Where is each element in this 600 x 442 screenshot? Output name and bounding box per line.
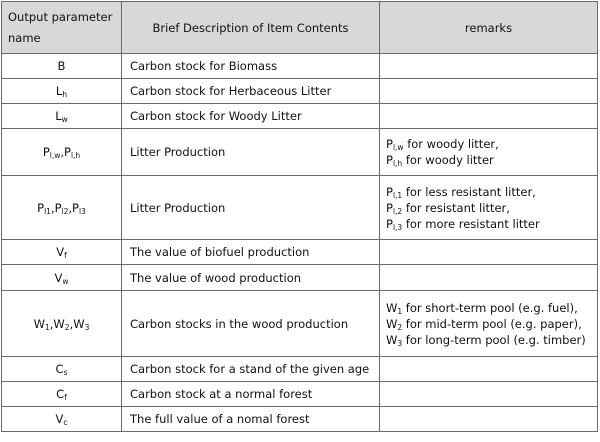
table-row (2, 357, 598, 382)
table-row (2, 129, 598, 176)
table-row (2, 291, 598, 357)
description-cell: The value of biofuel production (122, 240, 380, 265)
description-cell: Carbon stock for Biomass (122, 54, 380, 79)
symbol-cell: $P_{l,w},P_{l,h}$ (2, 129, 122, 176)
symbol-cell: $V_w$ (2, 265, 122, 291)
parameter-table (1, 1, 598, 432)
description-cell: Litter Production (122, 176, 380, 240)
description-cell: Carbon stock for Woody Litter (122, 104, 380, 129)
description-cell: The value of wood production (122, 265, 380, 291)
remarks-cell (380, 104, 598, 129)
table-row (2, 382, 598, 407)
description-cell: Litter Production (122, 129, 380, 176)
table-row (2, 265, 598, 291)
header-brief-description: Brief Description of Item Contents (122, 2, 380, 54)
remarks-cell (380, 265, 598, 291)
symbol-cell: $C_s$ (2, 357, 122, 382)
remarks-cell (380, 54, 598, 79)
description-cell: Carbon stock for Herbaceous Litter (122, 79, 380, 104)
symbol-cell: $C_f$ (2, 382, 122, 407)
symbol-cell: $L_h$ (2, 79, 122, 104)
remarks-cell (380, 240, 598, 265)
symbol-cell: $L_w$ (2, 104, 122, 129)
symbol-cell: $W_1,W_2,W_3$ (2, 291, 122, 357)
table-row (2, 54, 598, 79)
header-output-parameter-name: Output parameter name (2, 2, 122, 54)
remarks-cell (380, 382, 598, 407)
remarks-cell: $P_{l,1}$ for less resistant litter, $P_{l,2}$ for resistant litter, $P_{l,3}$ for more resistant litter (380, 176, 598, 240)
remarks-cell (380, 407, 598, 432)
symbol-cell: B (2, 54, 122, 79)
description-cell: Carbon stock at a normal forest (122, 382, 380, 407)
header-remarks: remarks (380, 2, 598, 54)
remarks-cell (380, 357, 598, 382)
symbol-cell: $P_{l1},P_{l2},P_{l3}$ (2, 176, 122, 240)
table-header-row (2, 2, 598, 54)
symbol-cell: $V_c$ (2, 407, 122, 432)
description-cell: Carbon stocks in the wood production (122, 291, 380, 357)
table-row (2, 407, 598, 432)
description-cell: The full value of a nomal forest (122, 407, 380, 432)
table-row (2, 240, 598, 265)
table-row (2, 104, 598, 129)
description-cell: Carbon stock for a stand of the given age (122, 357, 380, 382)
remarks-cell: $P_{l,w}$ for woody litter, $P_{l,h}$ for woody litter (380, 129, 598, 176)
remarks-cell: $W_1$ for short-term pool (e.g. fuel), $W_2$ for mid-term pool (e.g. paper), $W_3$ for long-term pool (e.g. timber) (380, 291, 598, 357)
table-row (2, 176, 598, 240)
table-row (2, 79, 598, 104)
symbol-cell: $V_f$ (2, 240, 122, 265)
remarks-cell (380, 79, 598, 104)
